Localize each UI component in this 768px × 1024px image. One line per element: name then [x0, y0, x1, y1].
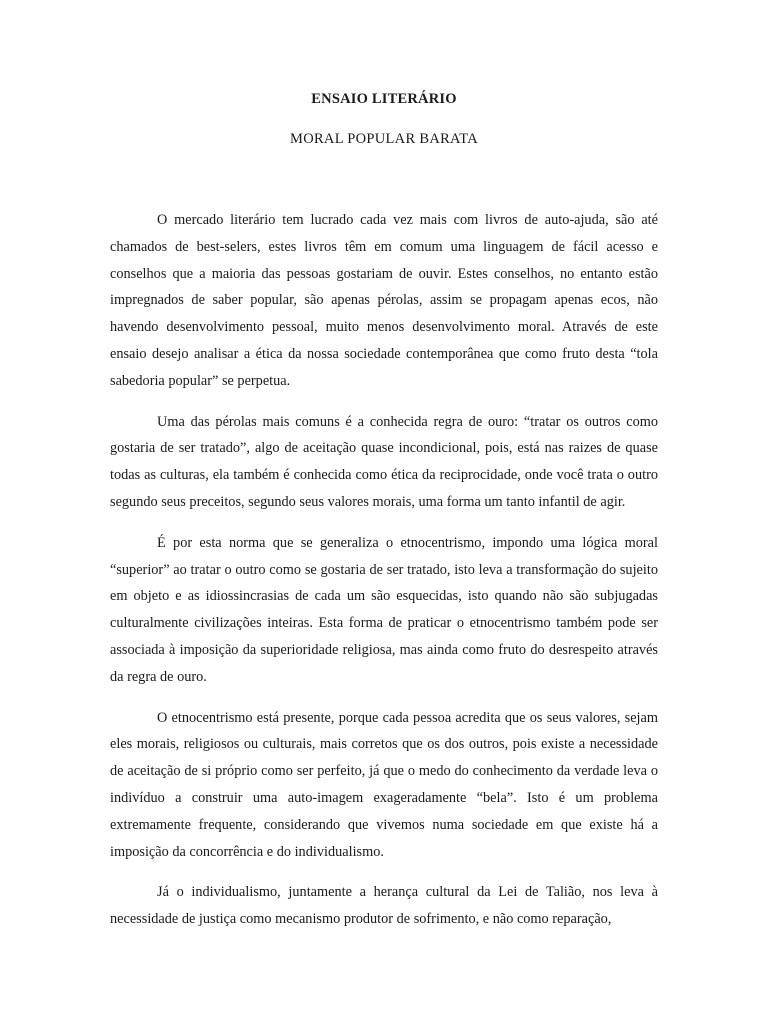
paragraph-5: Já o individualismo, juntamente a herança cultural da Lei de Talião, nos leva à necessidade de justiça como mecanismo produtor de sofrimento, e não como reparação,: [110, 884, 658, 928]
document-body: [110, 207, 658, 947]
paragraph-4: O etnocentrismo está presente, porque cada pessoa acredita que os seus valores, sejam eles morais, religiosos ou culturais, mais corretos que os dos outros, pois existe a necessidade de aceitação de si próprio como ser perfeito, já que o medo do conhecimento da verdade leva o indivíduo a construir uma auto-imagem exageradamente “bela”. Isto é um problema extremamente frequente, considerando que vivemos numa sociedade em que existe há a imposição da concorrência e do individualismo.: [110, 709, 658, 860]
paragraph-1: O mercado literário tem lucrado cada vez mais com livros de auto-ajuda, são até chamados de best-selers, estes livros têm em comum uma linguagem de fácil acesso e conselhos que a maioria das pessoas gostariam de ouvir. Estes conselhos, no entanto estão impregnados de saber popular, são apenas pérolas, assim se propagam apenas ecos, não havendo desenvolvimento pessoal, muito menos desenvolvimento moral. Através de este ensaio desejo analisar a ética da nossa sociedade contemporânea que como fruto desta “tola sabedoria popular” se perpetua.: [110, 212, 658, 389]
paragraph-3: É por esta norma que se generaliza o etnocentrismo, impondo uma lógica moral “superior” ao tratar o outro como se gostaria de ser tratado, isto leva a transformação do sujeito em objeto e as idiossincrasias de cada um são esquecidas, isto quando não são subjugadas culturalmente civilizações inteiras. Esta forma de praticar o etnocentrismo também pode ser associada à imposição da superioridade religiosa, mas ainda como fruto do desrespeito através da regra de ouro.: [110, 534, 658, 685]
paragraph-2: Uma das pérolas mais comuns é a conhecida regra de ouro: “tratar os outros como gostaria de ser tratado”, algo de aceitação quase incondicional, pois, está nas raizes de quase todas as culturas, ela também é conhecida como ética da reciprocidade, onde você trata o outro segundo seus preceitos, segundo seus valores morais, uma forma um tanto infantil de agir.: [110, 413, 658, 510]
document-subtitle: MORAL POPULAR BARATA: [290, 131, 478, 147]
document-title: ENSAIO LITERÁRIO: [311, 91, 457, 107]
